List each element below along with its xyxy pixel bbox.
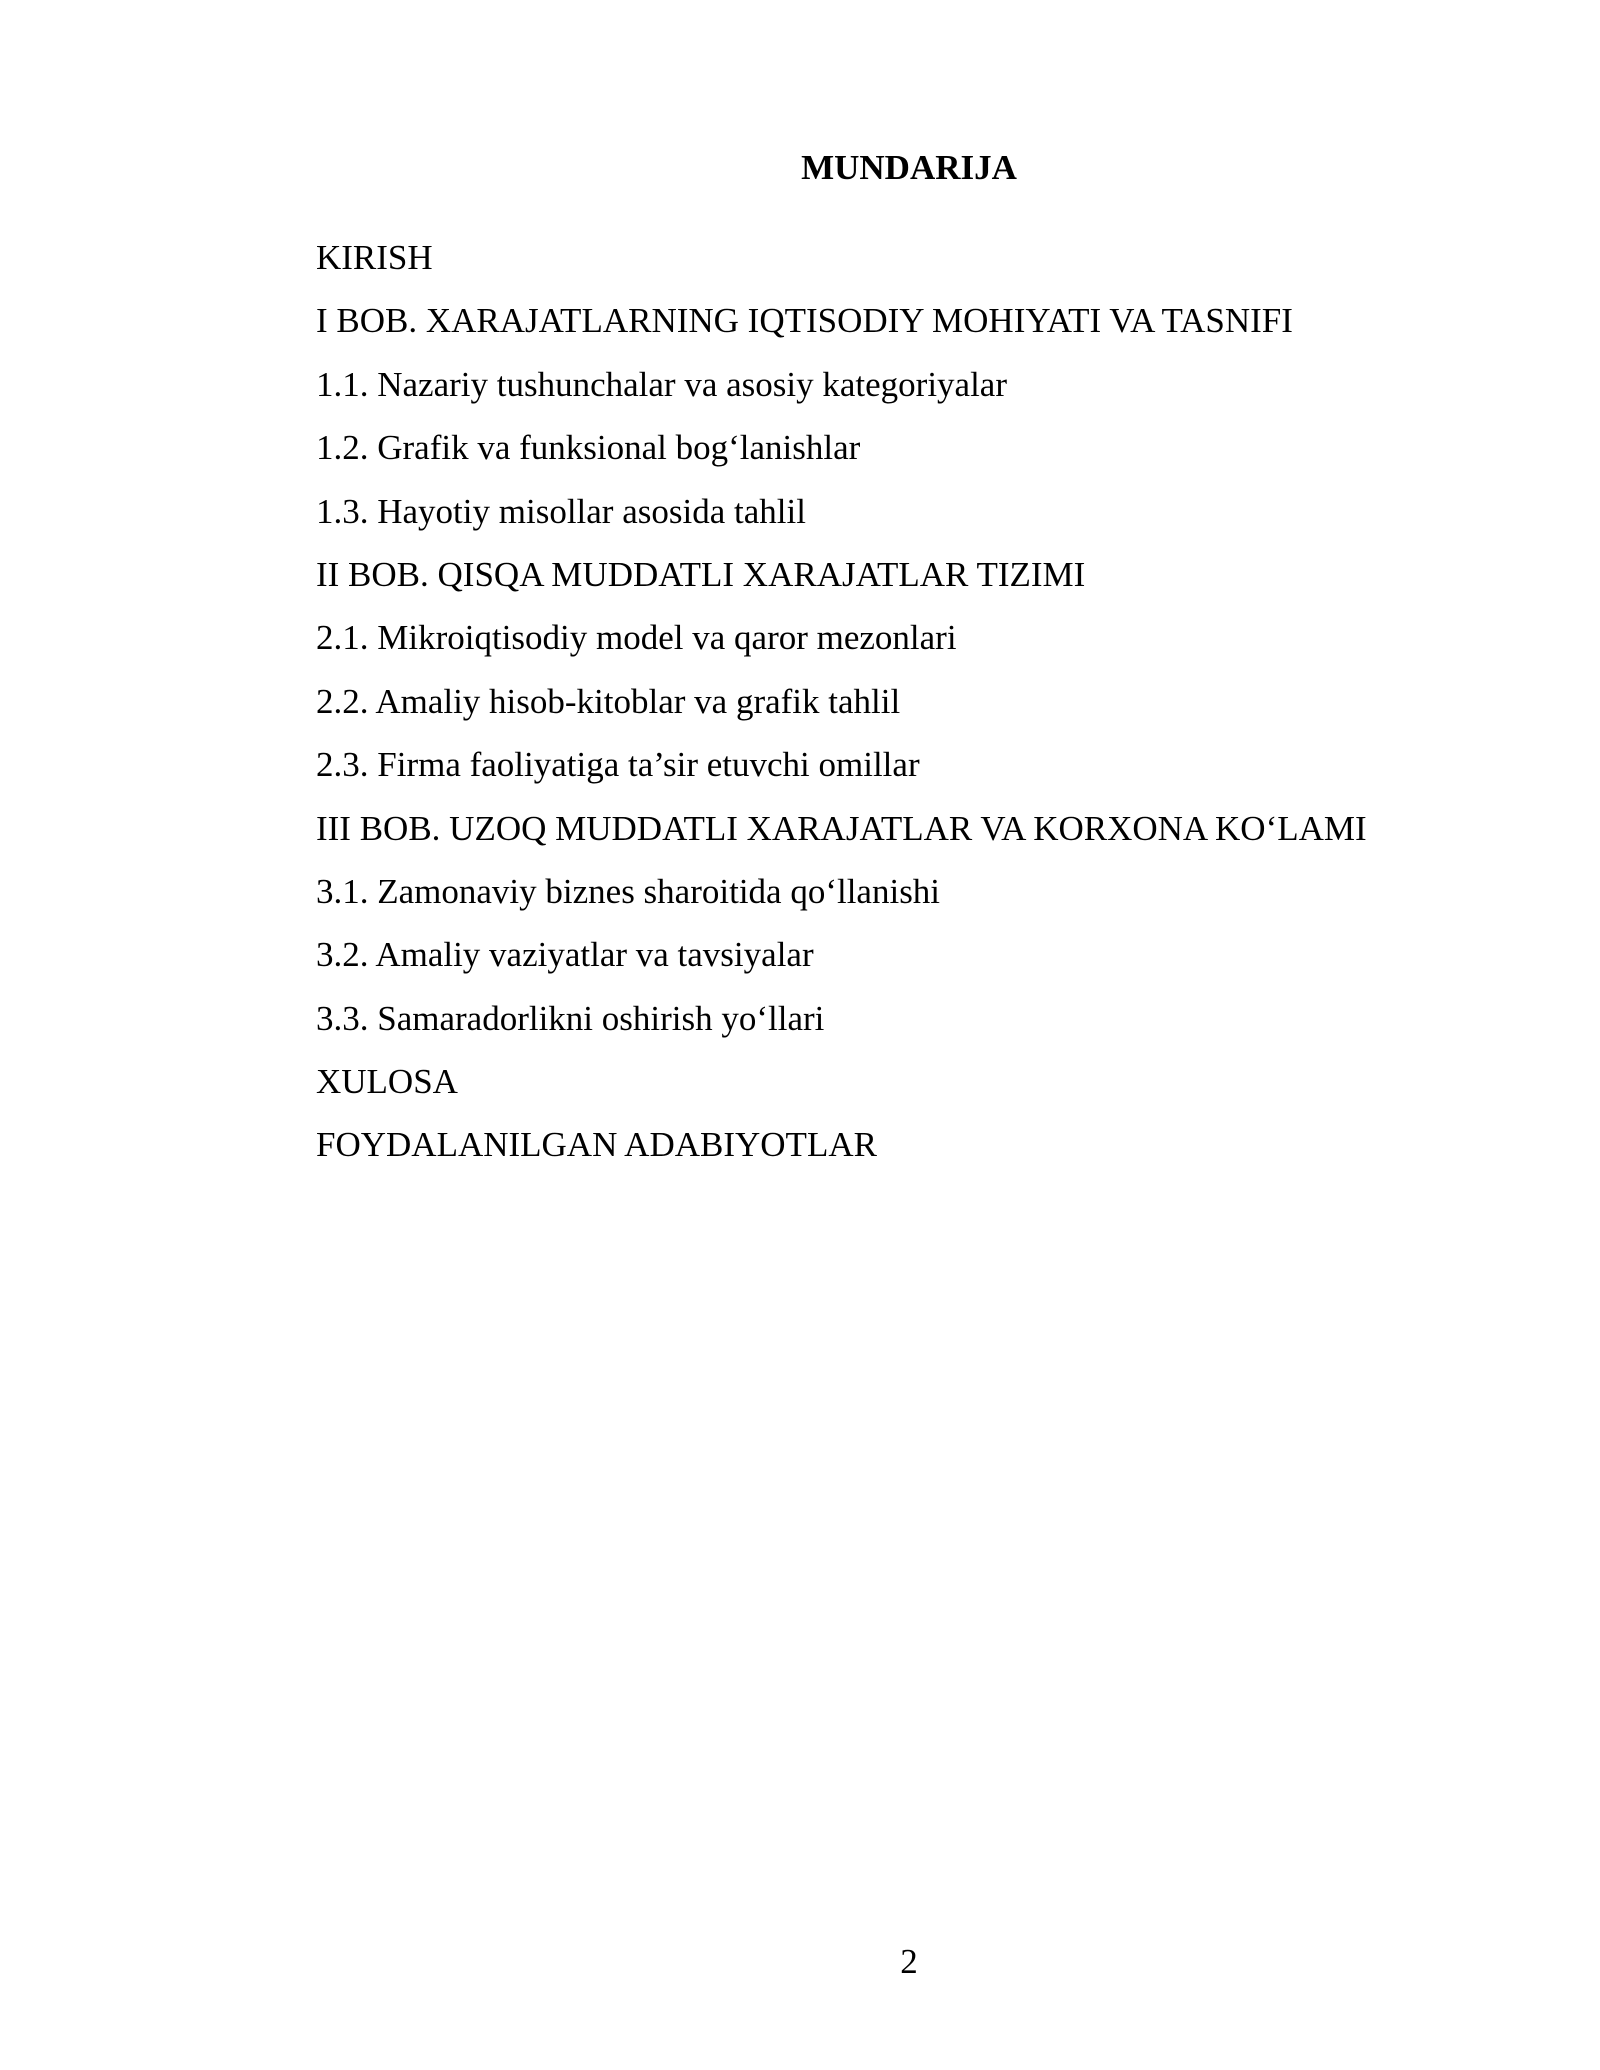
toc-entry-chapter-3: III BOB. UZOQ MUDDATLI XARAJATLAR VA KORXONA KO‘LAMI [316, 808, 1367, 848]
toc-entry-3-1: 3.1. Zamonaviy biznes sharoitida qo‘llanishi [316, 871, 941, 911]
page-number: 2 [900, 1942, 918, 1981]
page-title: MUNDARIJA [801, 148, 1017, 187]
toc-entry-xulosa: XULOSA [316, 1062, 458, 1102]
toc-entry-1-1: 1.1. Nazariy tushunchalar va asosiy kategoriyalar [316, 364, 1007, 404]
toc-entry-references: FOYDALANILGAN ADABIYOTLAR [316, 1125, 877, 1165]
toc-entry-2-1: 2.1. Mikroiqtisodiy model va qaror mezonlari [316, 618, 957, 658]
toc-entry-1-2: 1.2. Grafik va funksional bog‘lanishlar [316, 428, 861, 468]
toc-entry-3-3: 3.3. Samaradorlikni oshirish yo‘llari [316, 998, 825, 1038]
table-of-contents [316, 226, 1496, 1177]
toc-entry-1-3: 1.3. Hayotiy misollar asosida tahlil [316, 491, 806, 531]
toc-entry-chapter-2: II BOB. QISQA MUDDATLI XARAJATLAR TIZIMI [316, 554, 1086, 594]
toc-entry-chapter-1: I BOB. XARAJATLARNING IQTISODIY MOHIYATI VA TASNIFI [316, 301, 1293, 341]
toc-entry-3-2: 3.2. Amaliy vaziyatlar va tavsiyalar [316, 935, 814, 975]
toc-entry-kirish: KIRISH [316, 238, 433, 277]
toc-entry-2-3: 2.3. Firma faoliyatiga ta’sir etuvchi omillar [316, 745, 920, 785]
toc-entry-2-2: 2.2. Amaliy hisob-kitoblar va grafik tahlil [316, 681, 901, 721]
